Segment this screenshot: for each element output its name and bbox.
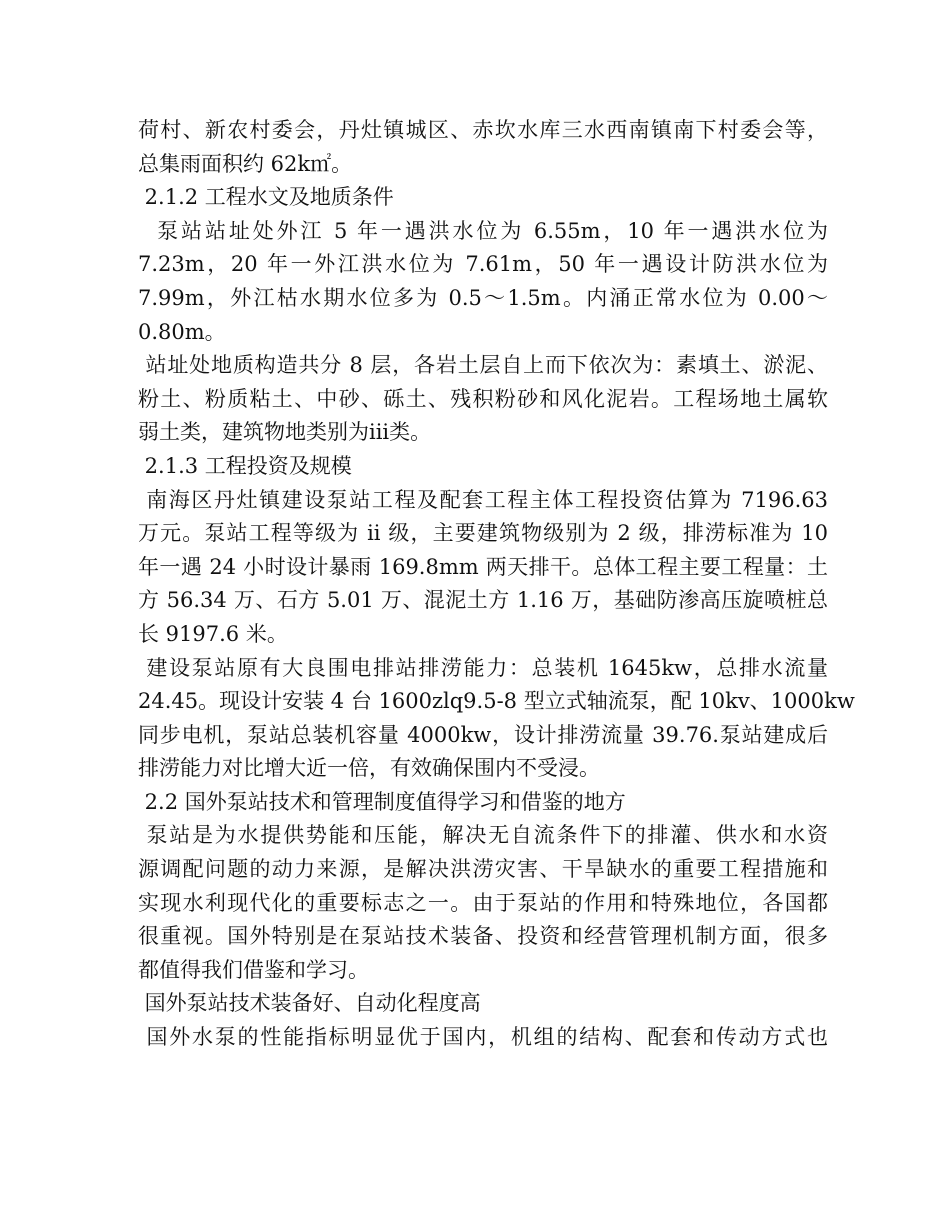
text-line: 年一遇 24 小时设计暴雨 169.8mm 两天排干。总体工程主要工程量：土 — [138, 554, 828, 579]
text-line: 泵站站址处外江 5 年一遇洪水位为 6.55m，10 年一遇洪水位为 — [138, 218, 828, 243]
text-line: 24.45。现设计安装 4 台 1600zlq9.5-8 型立式轴流泵，配 10kv、1000kw — [138, 689, 855, 714]
text-line: 万元。泵站工程等级为 ii 级，主要建筑物级别为 2 级，排涝标准为 10 — [138, 521, 828, 546]
text-line: 实现水利现代化的重要标志之一。由于泵站的作用和特殊地位，各国都 — [138, 890, 828, 915]
text-line: 站址处地质构造共分 8 层，各岩土层自上而下依次为：素填土、淤泥、 — [138, 353, 828, 378]
text-line: 方 56.34 万、石方 5.01 万、混泥土方 1.16 万，基础防渗高压旋喷桩总 — [138, 588, 828, 613]
text-line: 建设泵站原有大良围电排站排涝能力：总装机 1645kw，总排水流量 — [138, 655, 828, 680]
text-line: 总集雨面积约 62k㎡。 — [138, 151, 353, 176]
text-line: 0.80m。 — [138, 319, 226, 344]
text-line: 都值得我们借鉴和学习。 — [138, 957, 369, 982]
text-line: 荷村、新农村委会，丹灶镇城区、赤坎水库三水西南镇南下村委会等， — [138, 118, 828, 142]
text-line: 源调配问题的动力来源，是解决洪涝灾害、干旱缺水的重要工程措施和 — [138, 857, 828, 882]
text-line: 弱土类，建筑物地类别为iii类。 — [138, 420, 432, 445]
section-heading: 2.1.3 工程投资及规模 — [138, 453, 352, 478]
text-line: 7.23m，20 年一外江洪水位为 7.61m，50 年一遇设计防洪水位为 — [138, 252, 828, 277]
text-line: 同步电机，泵站总装机容量 4000kw，设计排涝流量 39.76.泵站建成后 — [138, 722, 828, 747]
text-line: 排涝能力对比增大近一倍，有效确保围内不受浸。 — [138, 756, 600, 781]
text-line: 泵站是为水提供势能和压能，解决无自流条件下的排灌、供水和水资 — [138, 823, 828, 848]
section-heading: 2.2 国外泵站技术和管理制度值得学习和借鉴的地方 — [138, 789, 626, 814]
text-line: 7.99m，外江枯水期水位多为 0.5～1.5m。内涌正常水位为 0.00～ — [138, 285, 828, 310]
body-text — [138, 114, 855, 1055]
section-heading: 2.1.2 工程水文及地质条件 — [138, 185, 394, 210]
text-line: 很重视。国外特别是在泵站技术装备、投资和经营管理机制方面，很多 — [138, 924, 828, 949]
text-line: 粉土、粉质粘土、中砂、砾土、残积粉砂和风化泥岩。工程场地土属软 — [138, 386, 828, 411]
text-line: 长 9197.6 米。 — [138, 621, 288, 646]
text-line: 国外水泵的性能指标明显优于国内，机组的结构、配套和传动方式也 — [138, 1025, 828, 1050]
text-line: 南海区丹灶镇建设泵站工程及配套工程主体工程投资估算为 7196.63 — [138, 487, 828, 512]
section-heading: 国外泵站技术装备好、自动化程度高 — [138, 991, 481, 1016]
